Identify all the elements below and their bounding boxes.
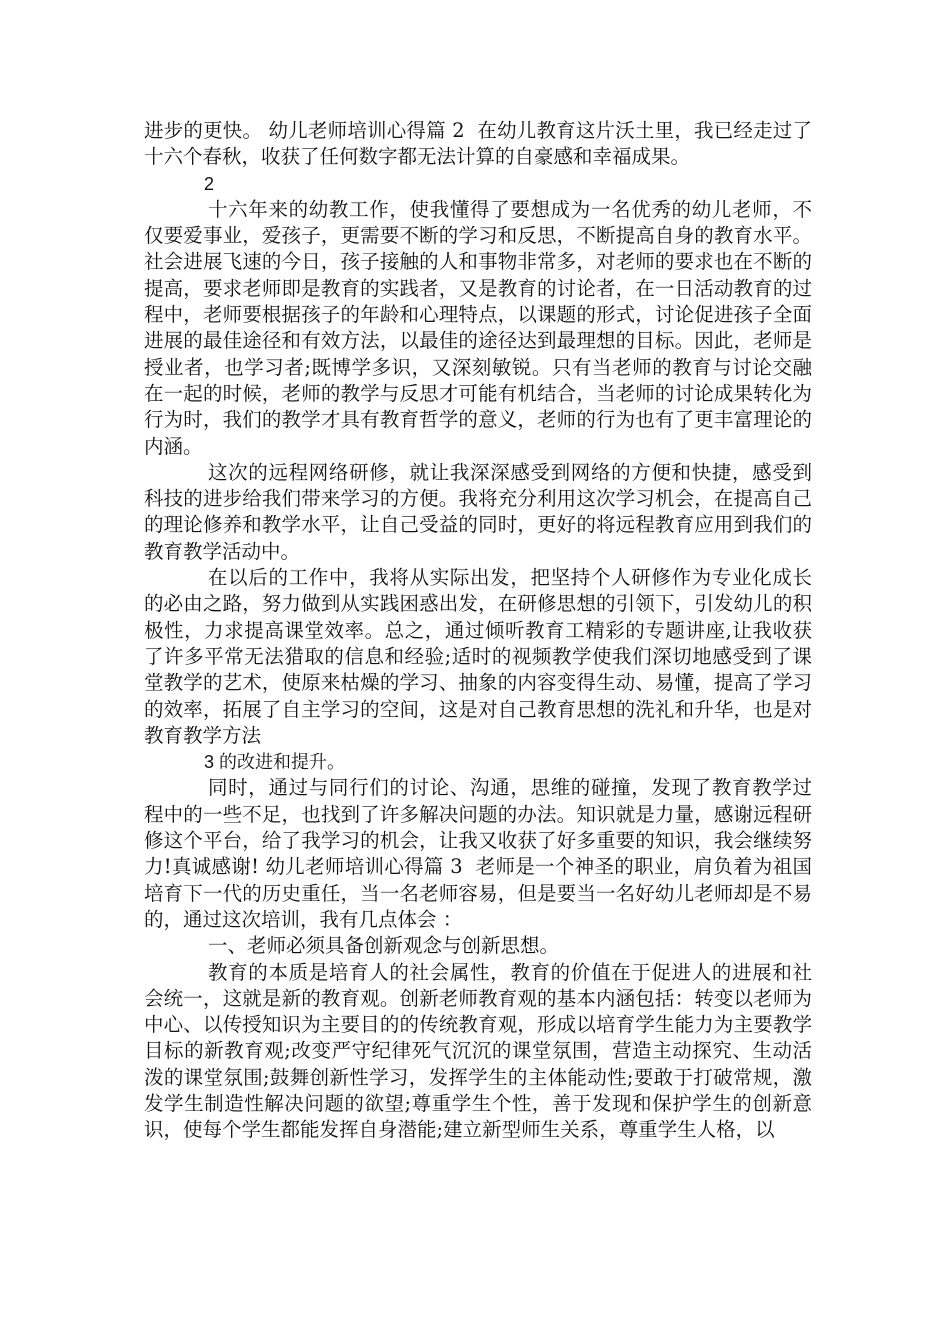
page-number-3: 3 的改进和提升。 [204, 752, 346, 773]
paragraph-remote-training: 这次的远程网络研修，就让我深深感受到网络的方便和快捷，感受到科技的进步给我们带来学习的方便。我将充分利用这次学习机会，在提高自己的理论修养和教学水平，让自己受益的同时，更好的将远程教育应用到我们的教育教学活动中。 [144, 460, 812, 563]
section-heading-innovation: 一、老师必须具备创新观念与创新思想。 [208, 934, 560, 958]
paragraph-peer-discussion: 同时，通过与同行们的讨论、沟通，思维的碰撞，发现了教育教学过程中的一些不足，也找到了许多解决问题的办法。知识就是力量，感谢远程研修这个平台，给了我学习的机会，让我又收获了好多重要的知识，我会继续努力!真诚感谢! 幼儿老师培训心得篇 3 老师是一个神圣的职业，肩负着为祖国培育下一代的历史重任，当一名老师容易，但是要当一名好幼儿老师却是不易的，通过这次培训，我有几点体会 ： [144, 776, 812, 931]
paragraph-continuation: 进步的更快。 幼儿老师培训心得篇 2 在幼儿教育这片沃土里，我已经走过了十六个春秋，收获了任何数字都无法计算的自豪感和幸福成果。 [144, 119, 812, 169]
document-page [144, 118, 812, 1144]
paragraph-education-essence: 教育的本质是培育人的社会属性，教育的价值在于促进人的进展和社会统一，这就是新的教育观。创新老师教育观的基本内涵包括：转变以老师为中心、以传授知识为主要目的的传统教育观，形成以培育学生能力为主要教学目标的新教育观;改变严守纪律死气沉沉的课堂氛围，营造主动探究、生动活泼的课堂氛围;鼓舞创新性学习，发挥学生的主体能动性;要敢于打破常规，激发学生制造性解决问题的欲望;尊重学生个性，善于发现和保护学生的创新意识，使每个学生都能发挥自身潜能;建立新型师生关系，尊重学生人格，以 [144, 960, 812, 1142]
page-number-2: 2 [204, 173, 215, 194]
paragraph-future-work: 在以后的工作中，我将从实际出发，把坚持个人研修作为专业化成长的必由之路，努力做到从实践困惑出发，在研修思想的引领下，引发幼儿的积极性，力求提高课堂效率。总之，通过倾听教育工精彩的专题讲座,让我收获了许多平常无法猎取的信息和经验;适时的视频教学使我们深切地感受到了课堂教学的艺术，使原来枯燥的学习、抽象的内容变得生动、易懂，提高了学习的效率，拓展了自主学习的空间，这是对自己教育思想的洗礼和升华，也是对教育教学方法 [144, 566, 812, 747]
paragraph-kindergarten-work: 十六年来的幼教工作，使我懂得了要想成为一名优秀的幼儿老师，不仅要爱事业，爱孩子，更需要不断的学习和反思，不断提高自身的教育水平。社会进展飞速的今日，孩子接触的人和事物非常多，对老师的要求也在不断的提高，要求老师即是教育的实践者，又是教育的讨论者，在一日活动教育的过程中，老师要根据孩子的年龄和心理特点，以课题的形式，讨论促进孩子全面进展的最佳途径和有效方法，以最佳的途径达到最理想的目标。因此，老师是授业者，也学习者;既博学多识，又深刻敏锐。只有当老师的教育与讨论交融在一起的时候，老师的教学与反思才可能有机结合，当老师的讨论成果转化为行为时，我们的教学才具有教育哲学的意义，老师的行为也有了更丰富理论的内涵。 [144, 197, 812, 458]
